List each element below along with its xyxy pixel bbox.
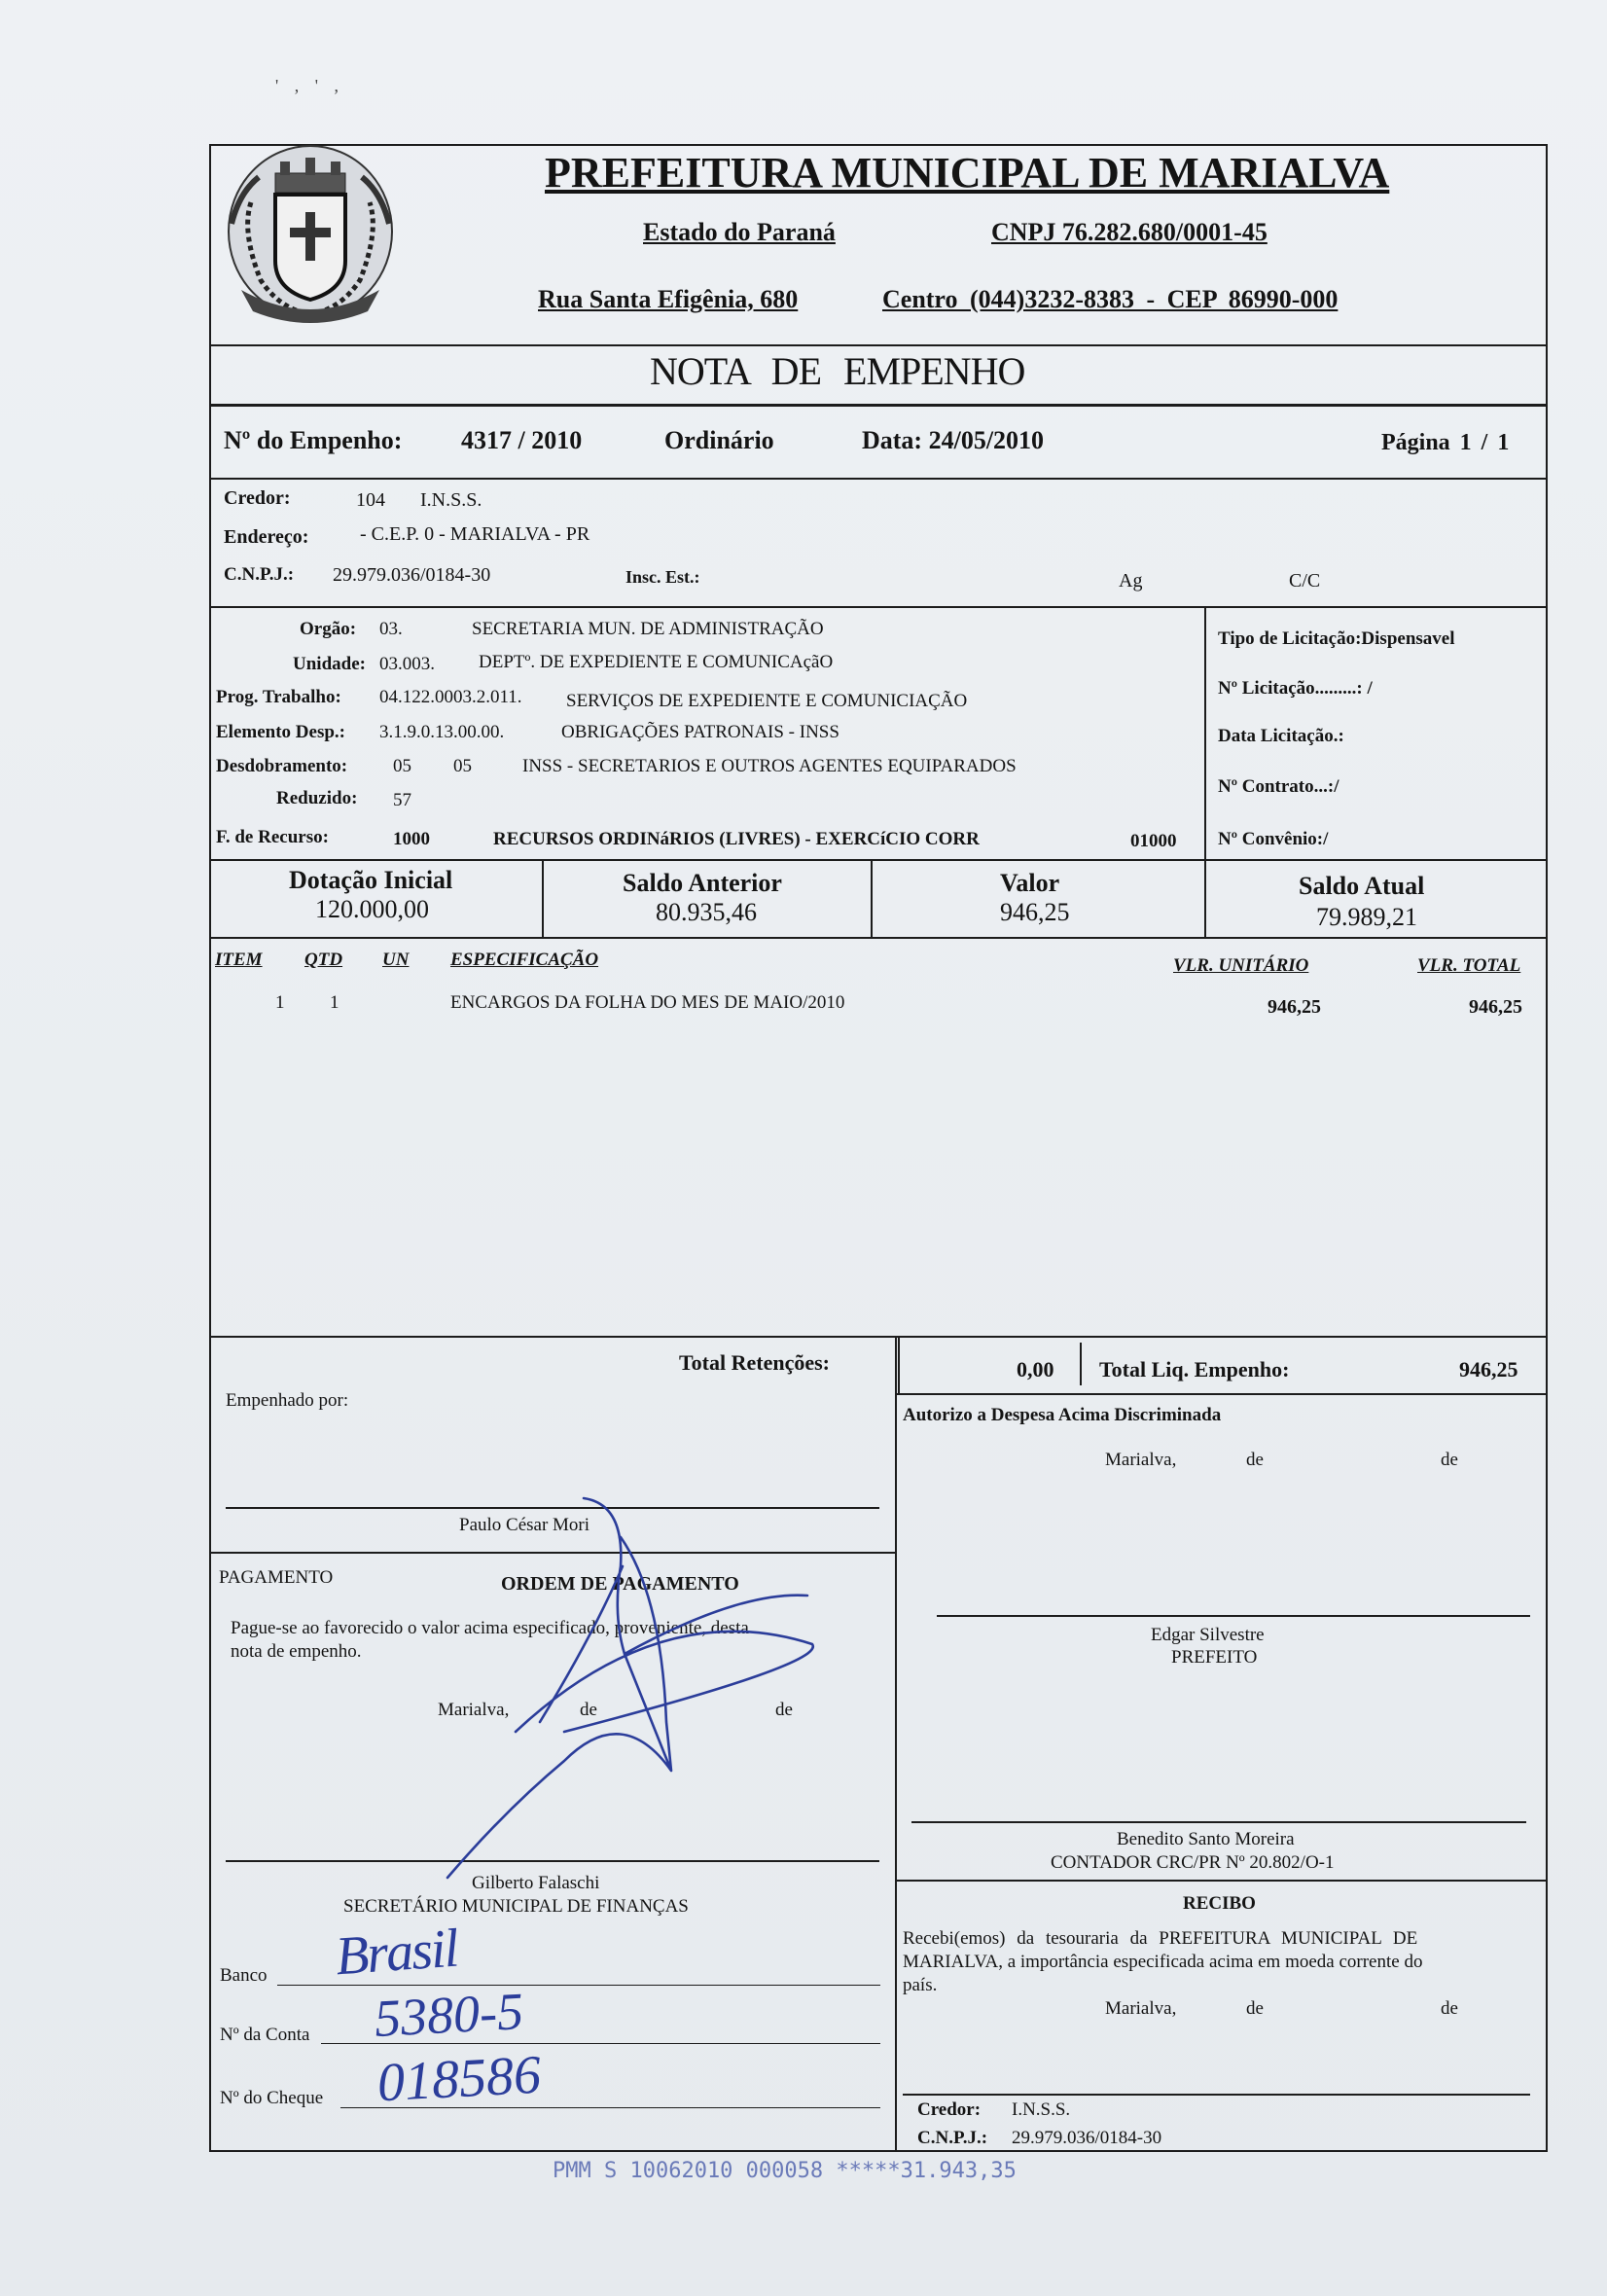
- licitacao-convenio: Nº Convênio:/: [1218, 829, 1329, 849]
- empenho-tipo: Ordinário: [664, 426, 774, 454]
- pagamento-texto-2: nota de empenho.: [231, 1641, 362, 1662]
- secretario-nome: Gilberto Falaschi: [472, 1873, 600, 1893]
- pagamento-texto-1: Pague-se ao favorecido o valor acima especificado, proveniente, desta: [231, 1618, 749, 1638]
- ag-label: Ag: [1119, 570, 1143, 592]
- cc-label: C/C: [1289, 570, 1321, 592]
- header-title: PREFEITURA MUNICIPAL DE MARIALVA: [545, 149, 1390, 197]
- recibo-local: Marialva,: [1105, 1998, 1177, 2019]
- saldo-atual-label: Saldo Atual: [1299, 872, 1425, 900]
- liquido-label: Total Liq. Empenho:: [1099, 1357, 1290, 1381]
- elemento-desc: OBRIGAÇÕES PATRONAIS - INSS: [561, 722, 839, 742]
- un-header: UN: [382, 950, 410, 970]
- unidade-cod: 03.003.: [379, 654, 435, 674]
- liquido-valor: 946,25: [1459, 1357, 1518, 1381]
- secretario-cargo: SECRETÁRIO MUNICIPAL DE FINANÇAS: [343, 1896, 689, 1917]
- retencoes-label: Total Retenções:: [679, 1350, 830, 1375]
- table-row-unitario: 946,25: [1268, 996, 1321, 1018]
- banco-handwritten: Brasil: [333, 1918, 459, 1988]
- endereco-label: Endereço:: [224, 526, 309, 548]
- conta-handwritten: 5380-5: [373, 1982, 525, 2048]
- empenho-pagina: Página 1 / 1: [1381, 430, 1510, 455]
- cheque-label: Nº do Cheque: [220, 2088, 324, 2108]
- recibo-texto-3: país.: [903, 1975, 938, 1995]
- recibo-texto-1: Recebi(emos) da tesouraria da PREFEITURA MUNICIPAL DE: [903, 1928, 1418, 1949]
- unidade-label: Unidade:: [293, 654, 366, 674]
- header-rua: Rua Santa Efigênia, 680: [538, 285, 799, 313]
- autorizo-label: Autorizo a Despesa Acima Discriminada: [903, 1405, 1222, 1425]
- qtd-header: QTD: [304, 950, 343, 970]
- desdobramento-label: Desdobramento:: [216, 756, 348, 776]
- cheque-handwritten: 018586: [375, 2044, 543, 2114]
- pagamento-local: Marialva,: [438, 1700, 510, 1720]
- banco-label: Banco: [220, 1965, 268, 1986]
- header-cnpj: CNPJ 76.282.680/0001-45: [991, 218, 1268, 246]
- cnpj-label: C.N.P.J.:: [224, 564, 295, 585]
- scan-mark: ' , ' ,: [275, 76, 344, 95]
- recibo-de-1: de: [1246, 1998, 1264, 2019]
- saldo-anterior-valor: 80.935,46: [656, 898, 757, 926]
- especificacao-header: ESPECIFICAÇÃO: [450, 950, 599, 970]
- recibo-de-2: de: [1441, 1998, 1458, 2019]
- unidade-desc: DEPTº. DE EXPEDIENTE E COMUNICAçãO: [479, 652, 834, 672]
- autorizo-local: Marialva,: [1105, 1450, 1177, 1470]
- signature-scribble: [370, 1479, 856, 1907]
- doc-title: NOTA DE EMPENHO: [650, 349, 1025, 393]
- prefeito-nome: Edgar Silvestre: [1151, 1625, 1265, 1645]
- licitacao-tipo: Tipo de Licitação:Dispensavel: [1218, 628, 1455, 649]
- table-row-item: 1: [275, 992, 285, 1013]
- empenho-numero: 4317 / 2010: [461, 426, 583, 454]
- contador-nome: Benedito Santo Moreira: [1117, 1829, 1295, 1849]
- elemento-cod: 3.1.9.0.13.00.00.: [379, 722, 505, 742]
- reduzido-label: Reduzido:: [276, 788, 358, 808]
- header-endereco: Centro (044)3232-8383 - CEP 86990-000: [882, 285, 1339, 313]
- empenhado-assinante: Paulo César Mori: [459, 1515, 590, 1535]
- recurso-cod: 1000: [393, 829, 430, 849]
- licitacao-numero: Nº Licitação.........: /: [1218, 678, 1373, 699]
- valor-valor: 946,25: [1000, 898, 1070, 926]
- recibo-title: RECIBO: [1183, 1893, 1256, 1914]
- desdobramento-desc: INSS - SECRETARIOS E OUTROS AGENTES EQUIPARADOS: [522, 756, 1017, 776]
- saldo-atual-valor: 79.989,21: [1316, 903, 1417, 931]
- valor-label: Valor: [1000, 869, 1060, 897]
- pagamento-de-1: de: [580, 1700, 597, 1720]
- recibo-texto-2: MARIALVA, a importância especificada acima em moeda corrente do: [903, 1952, 1423, 1972]
- recibo-credor-label: Credor:: [917, 2099, 982, 2120]
- dotacao-inicial-label: Dotação Inicial: [289, 866, 453, 894]
- table-row-total: 946,25: [1469, 996, 1522, 1018]
- pagamento-de-2: de: [775, 1700, 793, 1720]
- orgao-label: Orgão:: [300, 619, 357, 639]
- retencoes-valor: 0,00: [1017, 1357, 1054, 1381]
- licitacao-data: Data Licitação.:: [1218, 726, 1344, 746]
- recibo-credor: I.N.S.S.: [1012, 2099, 1071, 2120]
- ordem-pagamento-label: ORDEM DE PAGAMENTO: [501, 1573, 739, 1595]
- prog-desc: SERVIÇOS DE EXPEDIENTE E COMUNICIAÇÃO: [566, 691, 968, 711]
- vlr-unitario-header: VLR. UNITÁRIO: [1173, 955, 1309, 976]
- recibo-cnpj-label: C.N.P.J.:: [917, 2128, 988, 2148]
- desdobramento-cod1: 05: [393, 756, 411, 776]
- elemento-label: Elemento Desp.:: [216, 722, 345, 742]
- desdobramento-cod2: 05: [453, 756, 472, 776]
- empenhado-label: Empenhado por:: [226, 1390, 349, 1411]
- pagamento-label: PAGAMENTO: [219, 1567, 334, 1588]
- table-row-especificacao: ENCARGOS DA FOLHA DO MES DE MAIO/2010: [450, 992, 845, 1013]
- credor-endereco: - C.E.P. 0 - MARIALVA - PR: [360, 523, 590, 545]
- prefeito-cargo: PREFEITO: [1171, 1647, 1258, 1668]
- recurso-cod2: 01000: [1130, 831, 1177, 851]
- empenho-label: Nº do Empenho:: [224, 426, 403, 454]
- conta-label: Nº da Conta: [220, 2025, 310, 2045]
- autorizo-de-1: de: [1246, 1450, 1264, 1470]
- credor-label: Credor:: [224, 487, 291, 509]
- empenho-data: Data: 24/05/2010: [862, 426, 1045, 454]
- coat-of-arms-logo: [222, 134, 399, 329]
- dotacao-inicial-valor: 120.000,00: [315, 895, 429, 923]
- recurso-label: F. de Recurso:: [216, 827, 329, 847]
- autorizo-de-2: de: [1441, 1450, 1458, 1470]
- saldo-anterior-label: Saldo Anterior: [623, 869, 782, 897]
- vlr-total-header: VLR. TOTAL: [1417, 955, 1521, 976]
- prog-cod: 04.122.0003.2.011.: [379, 687, 522, 707]
- table-row-qtd: 1: [330, 992, 339, 1013]
- item-header: ITEM: [215, 950, 263, 970]
- credor-nome: I.N.S.S.: [420, 489, 482, 511]
- contador-cargo: CONTADOR CRC/PR Nº 20.802/O-1: [1051, 1852, 1335, 1873]
- recurso-desc: RECURSOS ORDINáRIOS (LIVRES) - EXERCíCIO CORR: [493, 829, 980, 849]
- pmm-stamp: PMM S 10062010 000058 *****31.943,35: [553, 2159, 1017, 2183]
- credor-codigo: 104: [356, 489, 385, 511]
- insc-label: Insc. Est.:: [625, 567, 700, 587]
- orgao-desc: SECRETARIA MUN. DE ADMINISTRAÇÃO: [472, 619, 824, 639]
- recibo-cnpj: 29.979.036/0184-30: [1012, 2128, 1162, 2148]
- header-estado: Estado do Paraná: [643, 218, 836, 246]
- orgao-cod: 03.: [379, 619, 403, 639]
- reduzido-valor: 57: [393, 790, 411, 810]
- licitacao-contrato: Nº Contrato...:/: [1218, 776, 1339, 797]
- credor-cnpj: 29.979.036/0184-30: [333, 564, 491, 586]
- prog-label: Prog. Trabalho:: [216, 687, 341, 707]
